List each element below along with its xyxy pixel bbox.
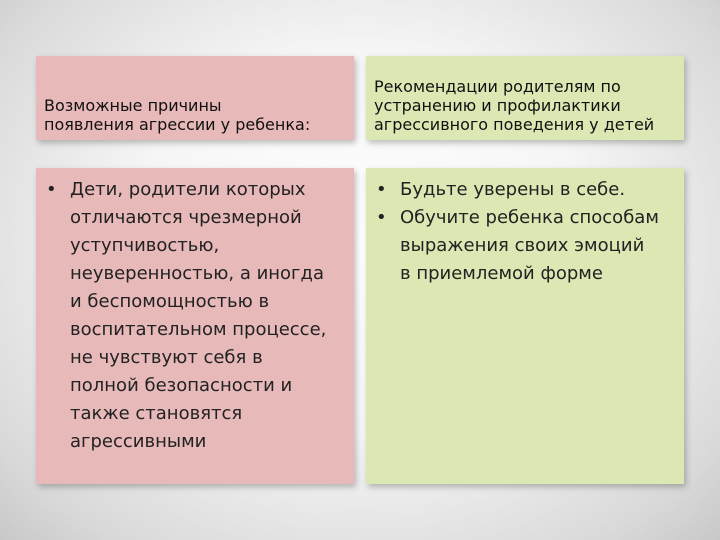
list-item-line: не чувствуют себя в [70, 347, 263, 368]
causes-header-box [36, 56, 354, 140]
recommendations-header-line: агрессивного поведения у детей [374, 115, 655, 134]
recommendations-header-line: Рекомендации родителям по [374, 77, 621, 96]
list-item-line: Обучите ребенка способам [400, 207, 659, 228]
list-item-line: агрессивными [70, 431, 207, 452]
recommendations-header-title [374, 77, 654, 134]
recommendations-header-line: устранению и профилактики [374, 96, 621, 115]
causes-header-title [44, 96, 310, 134]
recommendations-body-box [366, 168, 684, 484]
list-item-line: также становятся [70, 403, 243, 424]
causes-body-box [36, 168, 354, 484]
bullet-icon: • [46, 179, 57, 200]
bullet-icon: • [376, 179, 387, 200]
causes-header-line: Возможные причины [44, 96, 222, 115]
bullet-icon: • [376, 207, 387, 228]
recommendations-list [374, 176, 678, 288]
causes-list-item [44, 176, 346, 456]
list-item-line: и беспомощностью в [70, 291, 270, 312]
list-item-line: Будьте уверены в себе. [400, 179, 626, 200]
causes-list [44, 176, 346, 456]
list-item-line: в приемлемой форме [400, 263, 603, 284]
recommendations-list-item [374, 176, 678, 204]
list-item-line: воспитательном процессе, [70, 319, 327, 340]
list-item-line: Дети, родители которых [70, 179, 306, 200]
list-item-line: полной безопасности и [70, 375, 293, 396]
causes-header-line: появления агрессии у ребенка: [44, 115, 311, 134]
list-item-line: уступчивостью, [70, 235, 220, 256]
list-item-line: отличаются чрезмерной [70, 207, 302, 228]
recommendations-list-item [374, 204, 678, 288]
list-item-line: выражения своих эмоций [400, 235, 645, 256]
list-item-line: неуверенностью, а иногда [70, 263, 324, 284]
recommendations-header-box [366, 56, 684, 140]
